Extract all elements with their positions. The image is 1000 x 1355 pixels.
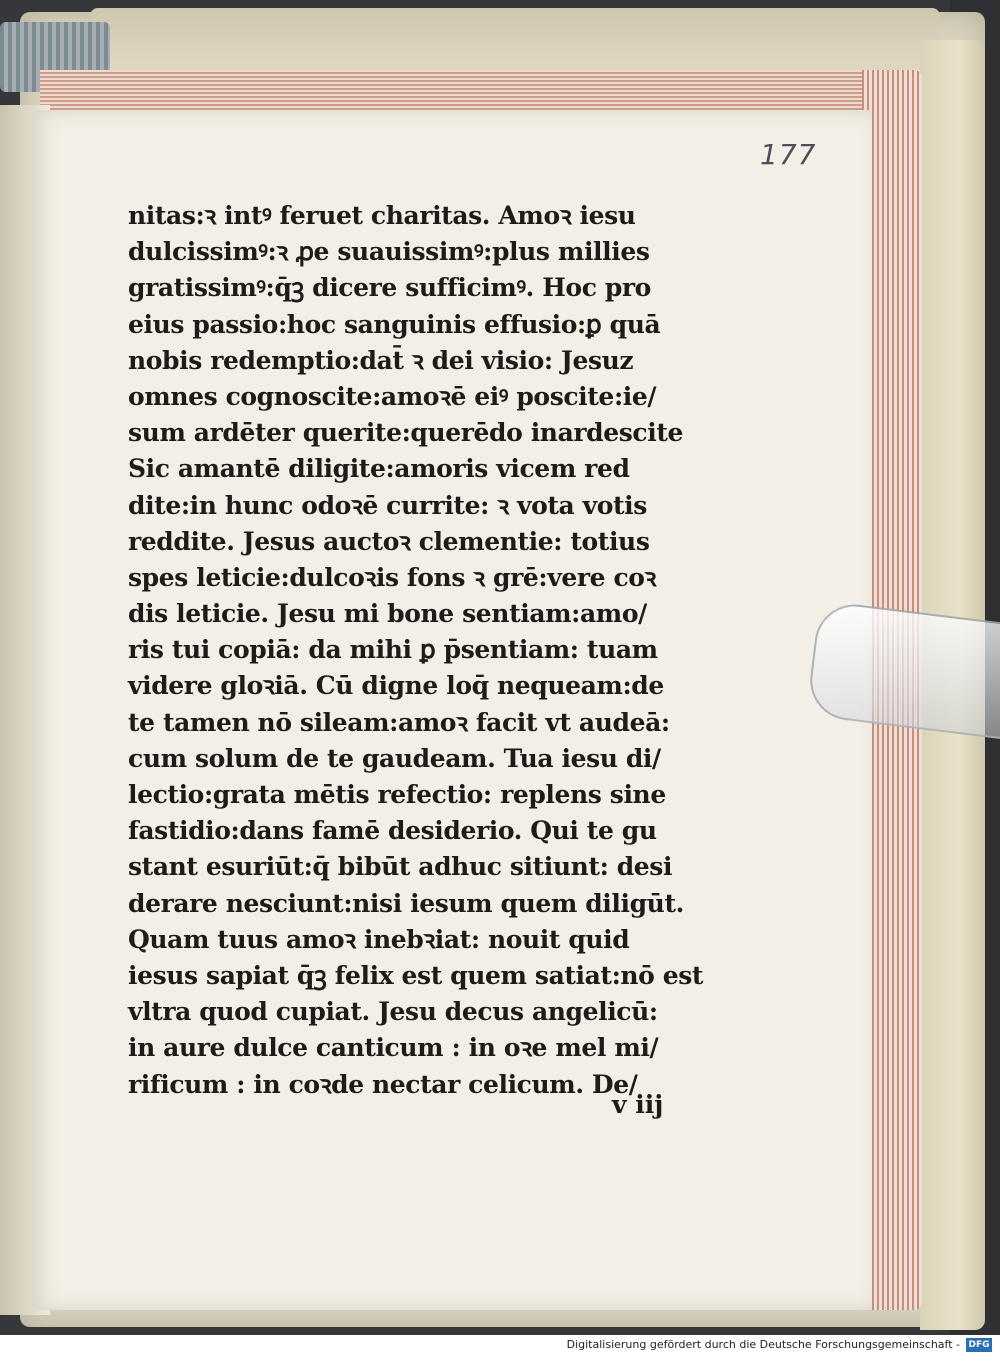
text-line: stant esuriūt:q̄ bibūt adhuc sitiunt: desi <box>128 852 673 882</box>
text-line: nitas:ꝛ intꝰ feruet charitas. Amoꝛ iesu <box>128 201 636 230</box>
text-line: iesus sapiat q̄ꝫ felix est quem satiat:nō est <box>128 960 704 990</box>
footer-credit: Digitalisierung gefördert durch die Deutsche Forschungsgemeinschaft - <box>566 1338 960 1351</box>
text-line: lectio:grata mētis refectio: replens sine <box>128 780 666 809</box>
text-line: eius passio:hoc sanguinis effusio:ꝑ quā <box>128 309 661 339</box>
text-line: derare nesciunt:nisi iesum quem diligūt. <box>128 888 684 918</box>
text-line: nobis redemptio:dat̄ ꝛ dei visio: Jesuz <box>128 345 634 375</box>
text-line: fastidio:dans famē desiderio. Qui te gu <box>128 816 657 846</box>
text-line: te tamen nō sileam:amoꝛ facit vt audeā: <box>128 707 670 737</box>
text-line: rificum : in coꝛde nectar celicum. De/ <box>128 1069 638 1099</box>
text-line: omnes cognoscite:amoꝛē eiꝰ poscite:ie/ <box>128 381 657 411</box>
text-line: reddite. Jesus auctoꝛ clementie: totius <box>128 526 650 556</box>
text-line: Quam tuus amoꝛ inebꝛiat: nouit quid <box>128 924 630 954</box>
text-line: gratissimꝰ:q̄ꝫ dicere sufficimꝰ. Hoc pro <box>128 273 651 303</box>
text-line: cum solum de te gaudeam. Tua iesu di/ <box>128 743 661 773</box>
footer-bar <box>0 1335 1000 1355</box>
text-line: dite:in hunc odoꝛē currite: ꝛ vota votis <box>128 490 647 520</box>
text-line: sum ardēter querite:querēdo inardescite <box>128 418 683 448</box>
text-line: vltra quod cupiat. Jesu decus angelicū: <box>128 997 658 1027</box>
text-line: ris tui copiā: da mihi ꝑ p̄sentiam: tuam <box>128 635 658 665</box>
signature-mark: v iij <box>612 1090 664 1119</box>
page-edges-top <box>40 70 920 110</box>
text-line: dulcissimꝰ:ꝛ ꝓe suauissimꝰ:plus millies <box>128 237 650 267</box>
text-line: in aure dulce canticum : in oꝛe mel mi/ <box>128 1033 659 1063</box>
text-line: videre gloꝛiā. Cū digne loq̄ nequeam:de <box>128 671 664 701</box>
text-line: spes leticie:dulcoꝛis fons ꝛ grē:vere coꝛ <box>128 562 657 592</box>
text-line: Sic amantē diligite:amoris vicem red <box>128 454 630 484</box>
blackletter-text-block <box>128 198 718 1103</box>
dfg-logo: DFG <box>966 1338 992 1352</box>
text-line: dis leticie. Jesu mi bone sentiam:amo/ <box>128 599 647 629</box>
folio-number: 177 <box>760 138 817 171</box>
